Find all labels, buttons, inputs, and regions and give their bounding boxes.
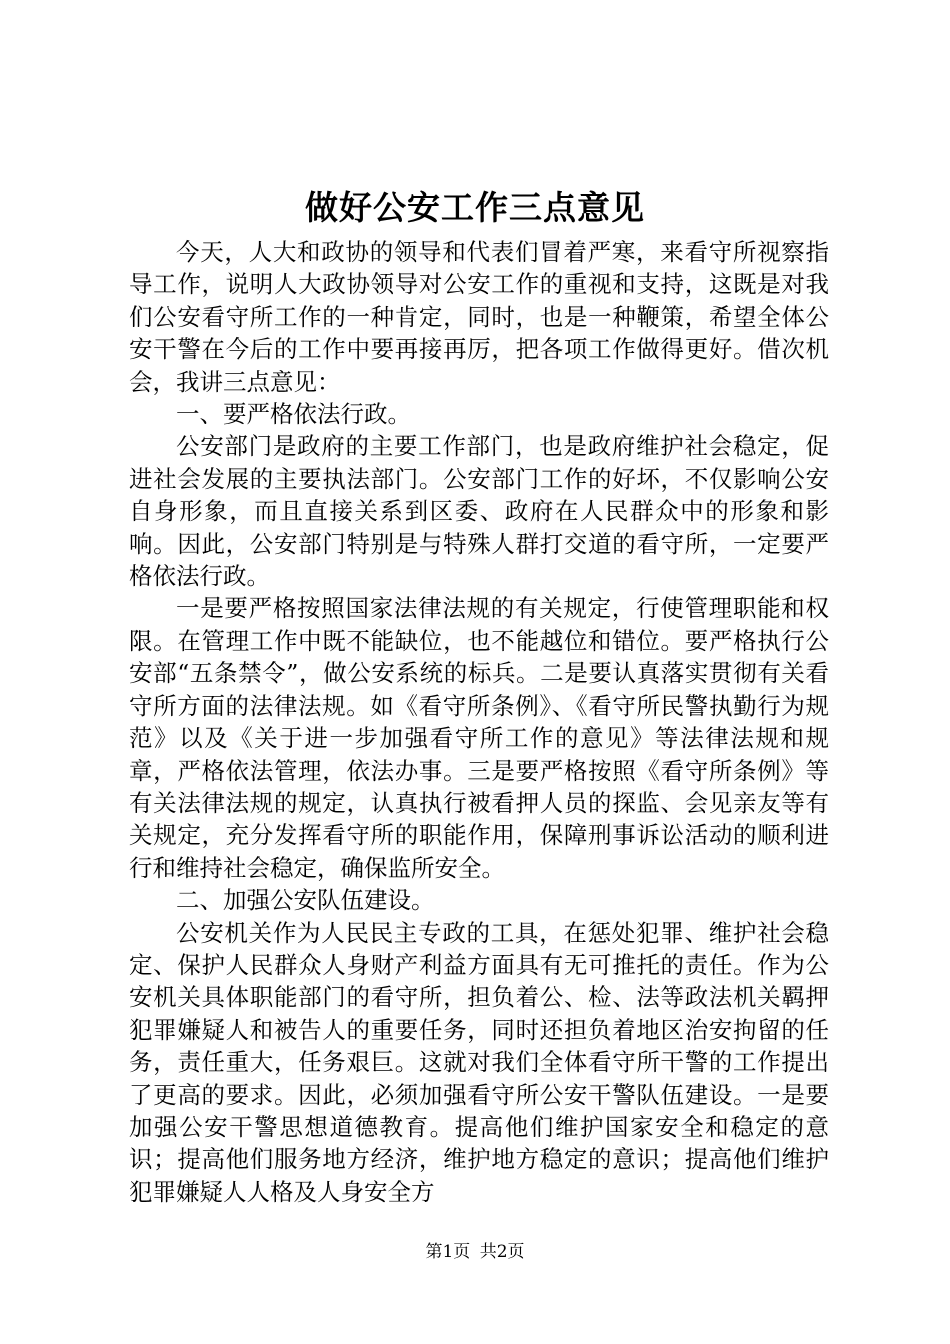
paragraph-intro: 今天，人大和政协的领导和代表们冒着严寒，来看守所视察指导工作，说明人大政协领导对公安工作的重视和支持，这既是对我们公安看守所工作的一种肯定，同时，也是一种鞭策，希望全体公安干警在今后的工作中要再接再厉，把各项工作做得更好。借次机会，我讲三点意见： (129, 238, 829, 396)
page-footer (0, 1240, 950, 1264)
section-heading-2: 二、加强公安队伍建设。 (176, 886, 435, 915)
document-body (129, 236, 829, 1208)
paragraph-1: 公安部门是政府的主要工作部门，也是政府维护社会稳定，促进社会发展的主要执法部门。公安部门工作的好坏，不仅影响公安自身形象，而且直接关系到区委、政府在人民群众中的形象和影响。因此，公安部门特别是与特殊人群打交道的看守所，一定要严格依法行政。 (129, 432, 829, 591)
paragraph-3: 公安机关作为人民民主专政的工具，在惩处犯罪、维护社会稳定、保护人民群众人身财产利益方面具有无可推托的责任。作为公安机关具体职能部门的看守所，担负着公、检、法等政法机关羁押犯罪嫌疑人和被告人的重要任务，同时还担负着地区治安拘留的任务，责任重大，任务艰巨。这就对我们全体看守所干警的工作提出了更高的要求。因此，必须加强看守所公安干警队伍建设。一是要加强公安干警思想道德教育。提高他们维护国家安全和稳定的意识；提高他们服务地方经济，维护地方稳定的意识；提高他们维护犯罪嫌疑人人格及人身安全方 (129, 918, 829, 1206)
page-number-total: 共2页 (479, 1242, 525, 1262)
document-title: 做好公安工作三点意见 (305, 188, 645, 227)
page-number-current: 第1页 (425, 1242, 471, 1262)
paragraph-2: 一是要严格按照国家法律法规的有关规定，行使管理职能和权限。在管理工作中既不能缺位，也不能越位和错位。要严格执行公安部“五条禁令”，做公安系统的标兵。二是要认真落实贯彻有关看守所方面的法律法规。如《看守所条例》、《看守所民警执勤行为规范》以及《关于进一步加强看守所工作的意见》等法律法规和规章，严格依法管理，依法办事。三是要严格按照《看守所条例》等有关法律法规的规定，认真执行被看押人员的探监、会见亲友等有关规定，充分发挥看守所的职能作用，保障刑事诉讼活动的顺利进行和维持社会稳定，确保监所安全。 (129, 594, 829, 882)
section-heading-1: 一、要严格依法行政。 (176, 400, 411, 429)
